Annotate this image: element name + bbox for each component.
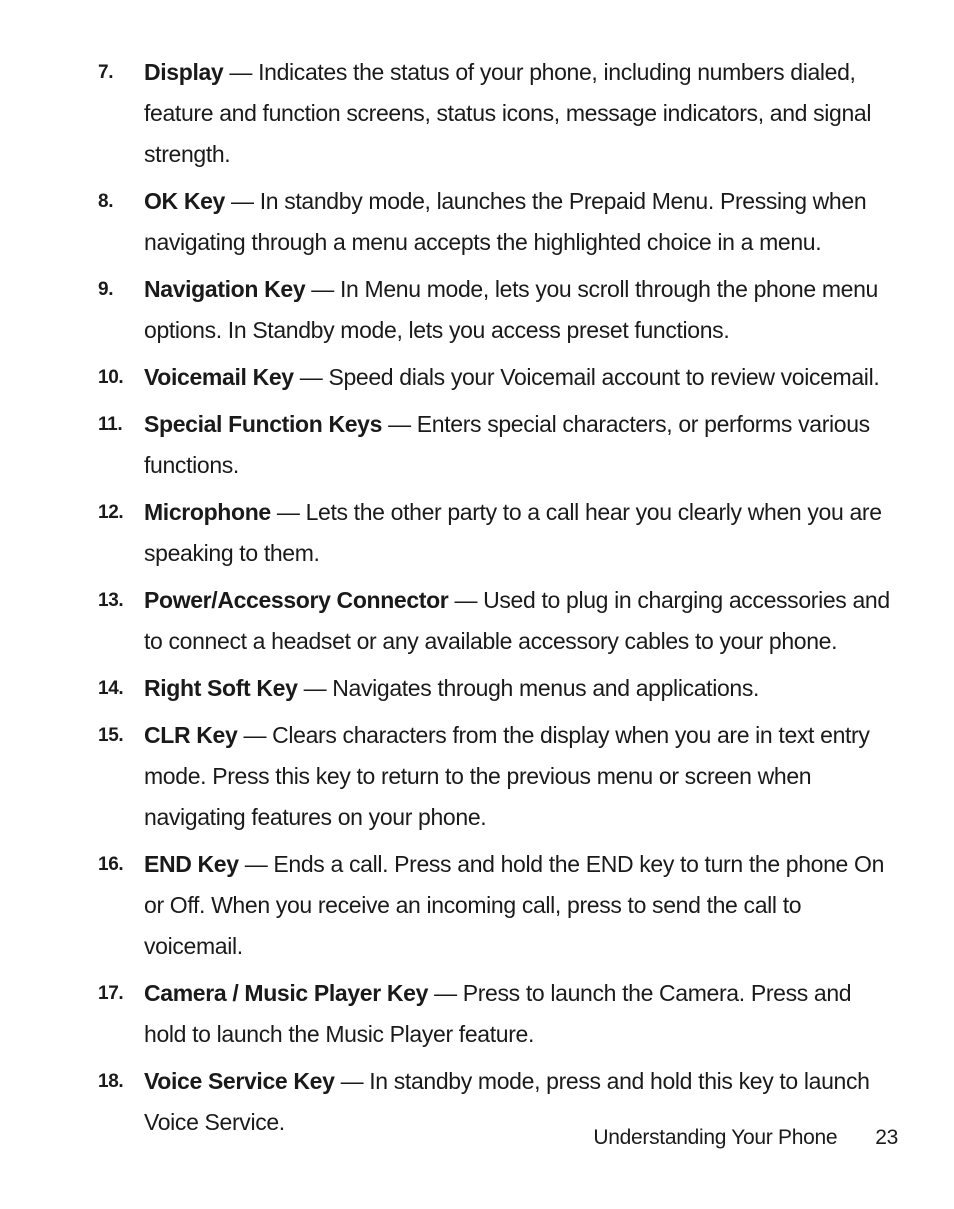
item-number: 10. (98, 367, 124, 388)
list-item (98, 404, 898, 486)
item-term: Navigation Key (144, 276, 306, 302)
list-item (98, 492, 898, 574)
item-description: — Indicates the status of your phone, including numbers dialed, feature and function screens, status icons, message indicators, and signal strength. (144, 59, 872, 167)
item-number: 13. (98, 590, 124, 611)
list-item (98, 181, 898, 263)
item-term: Right Soft Key (144, 675, 298, 701)
item-term: END Key (144, 851, 239, 877)
item-number: 11. (98, 414, 123, 435)
page-footer (0, 1123, 898, 1153)
item-number: 14. (98, 678, 124, 699)
item-term: Power/Accessory Connector (144, 587, 449, 613)
item-description: — Clears characters from the display when you are in text entry mode. Press this key to return to the previous menu or screen when navigating features on your phone. (144, 722, 870, 830)
item-description: — Ends a call. Press and hold the END key to turn the phone On or Off. When you receive an incoming call, press to send the call to voicemail. (144, 851, 885, 959)
item-description: — Speed dials your Voicemail account to review voicemail. (293, 364, 880, 390)
item-description: — Lets the other party to a call hear you clearly when you are speaking to them. (144, 499, 882, 566)
item-number: 8. (98, 191, 114, 212)
item-number: 18. (98, 1071, 124, 1092)
item-term: Voicemail Key (144, 364, 294, 390)
footer-section-title: Understanding Your Phone (593, 1126, 838, 1149)
item-term: Special Function Keys (144, 411, 383, 437)
item-description: — In standby mode, press and hold this key to launch Voice Service. (144, 1068, 870, 1135)
item-description: — Enters special characters, or performs various functions. (144, 411, 870, 478)
list-item (98, 580, 898, 662)
item-number: 16. (98, 854, 124, 875)
item-description: — Used to plug in charging accessories and to connect a headset or any available accessory cables to your phone. (144, 587, 890, 654)
list-item (98, 844, 898, 967)
list-item (98, 52, 898, 175)
list-item (98, 973, 898, 1055)
list-item (98, 357, 898, 398)
item-description: — In standby mode, launches the Prepaid Menu. Pressing when navigating through a menu accepts the highlighted choice in a menu. (144, 188, 867, 255)
item-number: 12. (98, 502, 124, 523)
item-description: — Navigates through menus and applications. (297, 675, 760, 701)
item-term: Display (144, 59, 224, 85)
item-number: 17. (98, 983, 124, 1004)
page-number: 23 (875, 1126, 898, 1149)
list-item (98, 668, 898, 709)
item-description: — Press to launch the Camera. Press and hold to launch the Music Player feature. (144, 980, 852, 1047)
item-number: 15. (98, 725, 124, 746)
item-number: 9. (98, 279, 114, 300)
item-term: OK Key (144, 188, 225, 214)
item-description: — In Menu mode, lets you scroll through the phone menu options. In Standby mode, lets you access preset functions. (144, 276, 878, 343)
item-term: Voice Service Key (144, 1068, 335, 1094)
key-description-list (98, 52, 898, 1149)
item-number: 7. (98, 62, 114, 83)
item-term: Camera / Music Player Key (144, 980, 429, 1006)
item-term: CLR Key (144, 722, 238, 748)
list-item (98, 269, 898, 351)
list-item (98, 715, 898, 838)
item-term: Microphone (144, 499, 271, 525)
